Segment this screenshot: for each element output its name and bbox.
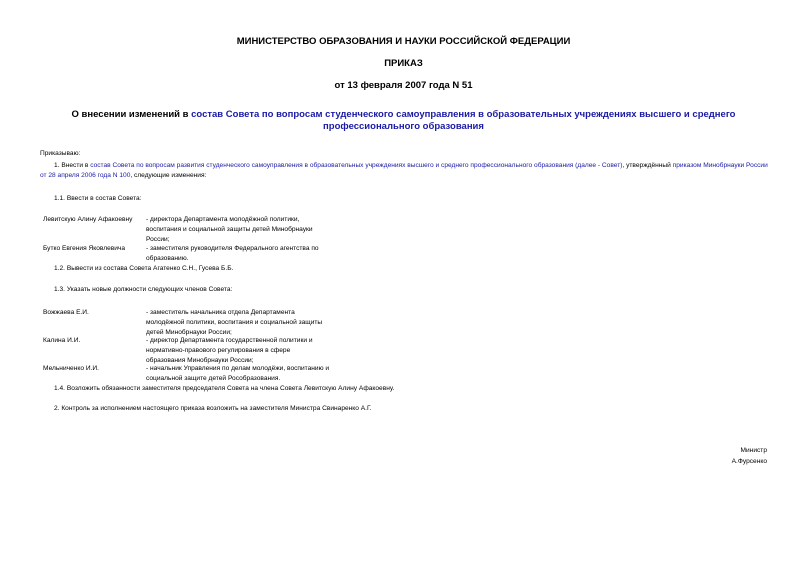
item-1-3: 1.3. Указать новые должности следующих членов Совета: bbox=[54, 286, 233, 293]
doc-type: ПРИКАЗ bbox=[384, 58, 423, 69]
title-link[interactable]: состав Совета по вопросам студенческого самоуправления в образовательных учреждениях высшего и среднего профессионального образования bbox=[191, 109, 736, 132]
title-prefix: О внесении изменений в bbox=[71, 109, 192, 120]
order-100-link[interactable]: приказом Минобрнауки России от 28 апреля 2006 года N 100 bbox=[40, 162, 768, 179]
item-2: 2. Контроль за исполнением настоящего приказа возложить на заместителя Министра Свинаренко А.Г. bbox=[54, 405, 372, 412]
item-1 bbox=[40, 161, 770, 181]
member-desc: - заместитель начальника отдела Департамента молодёжной политики, воспитания и социальной защиты детей Минобрнауки России; bbox=[146, 309, 323, 336]
signature-position: Министр bbox=[740, 447, 767, 454]
add-member-name: Бутко Евгения Яковлевича bbox=[43, 245, 126, 252]
doc-title bbox=[40, 109, 767, 133]
member-name: Мельниченко И.И. bbox=[43, 365, 99, 372]
order-word: Приказываю: bbox=[40, 150, 81, 157]
add-member-desc: - директора Департамента молодёжной политики, воспитания и социальной защиты детей Минобрнауки России; bbox=[146, 216, 313, 243]
member-name: Вожжаева Е.И. bbox=[43, 309, 89, 316]
item-1-1: 1.1. Ввести в состав Совета: bbox=[54, 195, 142, 202]
council-composition-link[interactable]: состав Совета по вопросам развития студенческого самоуправления в образовательных учреждениях высшего и среднего профессионального образования (далее - Совет) bbox=[90, 162, 623, 169]
item-1-2: 1.2. Вывести из состава Совета Агатенко С.Н., Гусева Б.Б. bbox=[54, 265, 234, 272]
ministry-header: МИНИСТЕРСТВО ОБРАЗОВАНИЯ И НАУКИ РОССИЙСКОЙ ФЕДЕРАЦИИ bbox=[236, 36, 571, 47]
doc-date-number: от 13 февраля 2007 года N 51 bbox=[334, 80, 473, 91]
member-desc: - директор Департамента государственной политики и нормативно-правового регулирования в сфере образования Минобрнауки России; bbox=[146, 337, 313, 364]
item-1-suffix: , следующие изменения: bbox=[130, 172, 207, 179]
item-1-4: 1.4. Возложить обязанности заместителя председателя Совета на члена Совета Левитскую Алину Афакоевну. bbox=[54, 385, 395, 392]
member-name: Калина И.И. bbox=[43, 337, 81, 344]
signature-name: А.Фурсенко bbox=[731, 458, 767, 465]
item-1-middle: , утверждённый bbox=[622, 162, 673, 169]
add-member-desc: - заместителя руководителя Федерального агентства по образованию. bbox=[146, 245, 319, 262]
member-desc: - начальник Управления по делам молодёжи, воспитанию и социальной защите детей Рособразования. bbox=[146, 365, 330, 382]
item-1-prefix: 1. Внести в bbox=[54, 162, 91, 169]
add-member-name: Левитскую Алину Афакоевну bbox=[43, 216, 133, 223]
